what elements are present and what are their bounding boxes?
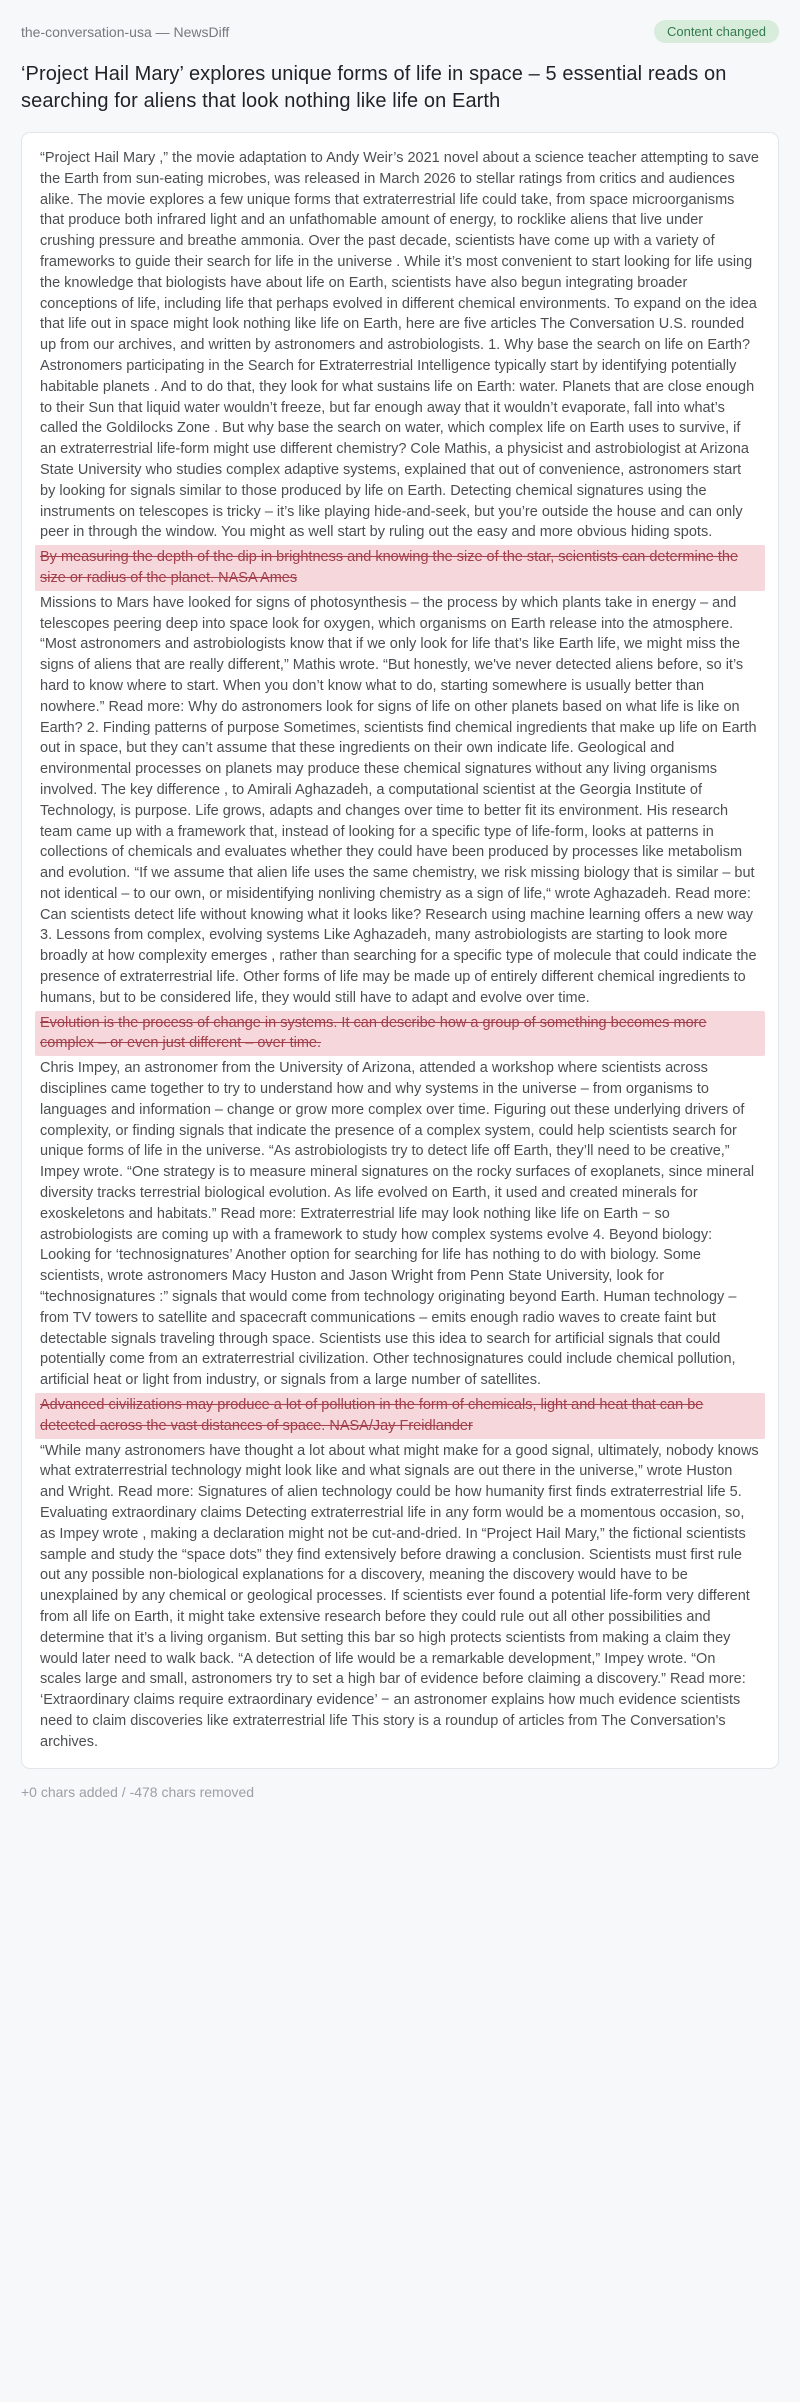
deleted-text-block: Evolution is the process of change in systems. It can describe how a group of something becomes more complex – or even just different – over time. bbox=[35, 1011, 765, 1057]
article-text-block: “Project Hail Mary ,” the movie adaptation to Andy Weir’s 2021 novel about a science teacher attempting to save the Earth from sun-eating microbes, was released in March 2026 to stellar ratings from critics and audiences alike. The movie explores a few unique forms that extraterrestrial life could take, from space microorganisms that produce both infrared light and an unfathomable amount of energy, to rocklike aliens that live under crushing pressure and breathe ammonia. Over the past decade, scientists have come up with a variety of frameworks to guide their search for life in the universe . While it’s most convenient to start looking for life using the knowledge that biologists have about life on Earth, scientists have also begun integrating broader conceptions of life, including life that perhaps evolved in different chemical environments. To expand on the idea that life out in space might look nothing like life on Earth, here are five articles The Conversation U.S. rounded up from our archives, and written by astronomers and astrobiologists. 1. Why base the search on life on Earth? Astronomers participating in the Search for Extraterrestrial Intelligence typically start by identifying potentially habitable planets . And to do that, they look for what sustains life on Earth: water. Planets that are close enough to their Sun that liquid water wouldn’t freeze, but far enough away that it wouldn’t evaporate, fall into what’s called the Goldilocks Zone . But why base the search on water, which complex life on Earth uses to survive, if an extraterrestrial life-form might use different chemistry? Cole Mathis, a physicist and astrobiologist at Arizona State University who studies complex adaptive systems, explained that out of convenience, astronomers start by looking for signals similar to those produced by life on Earth. Detecting chemical signatures using the instruments on telescopes is tricky – it’s like playing hide-and-seek, but you’re outside the house and can only peer in through the window. You might as well start by ruling out the easy and more obvious hiding spots. bbox=[40, 150, 759, 541]
article-content bbox=[40, 148, 760, 1753]
change-stats: +0 chars added / -478 chars removed bbox=[21, 1783, 255, 1800]
deleted-text-block: Advanced civilizations may produce a lot of pollution in the form of chemicals, light and heat that can be detected across the vast distances of space. NASA/Jay Freidlander bbox=[35, 1393, 765, 1439]
page-title: ‘Project Hail Mary’ explores unique forms of life in space – 5 essential reads on searching for aliens that look nothing like life on Earth bbox=[21, 63, 727, 112]
deleted-text-block: By measuring the depth of the dip in brightness and knowing the size of the star, scientists can determine the size or radius of the planet. NASA Ames bbox=[35, 545, 765, 591]
source-label: the-conversation-usa — NewsDiff bbox=[21, 23, 230, 40]
content-changed-badge: Content changed bbox=[654, 20, 779, 43]
article-text-block: Missions to Mars have looked for signs of photosynthesis – the process by which plants take in energy – and telescopes peering deep into space look for oxygen, which organisms on Earth release into the atmosphere. “Most astronomers and astrobiologists know that if we only look for life that’s like Earth life, we might miss the signs of aliens that are really different,” Mathis wrote. “But honestly, we've never detected aliens before, so it’s hard to know where to start. When you don’t know what to do, starting somewhere is usually better than nowhere.” Read more: Why do astronomers look for signs of life on other planets based on what life is like on Earth? 2. Finding patterns of purpose Sometimes, scientists find chemical ingredients that make up life on Earth out in space, but they can’t assume that these ingredients on their own indicate life. Geological and environmental processes on planets may produce these chemical signatures without any living organisms involved. The key difference , to Amirali Aghazadeh, a computational scientist at the Georgia Institute of Technology, is purpose. Life grows, adapts and changes over time to better fit its environment. His research team came up with a framework that, instead of looking for a specific type of life-form, looks at patterns in collections of chemicals and evaluates whether they could have been produced by processes like metabolism and evolution. “If we assume that alien life uses the same chemistry, we risk missing biology that is similar – but not identical – to our own, or misidentifying nonliving chemistry as a sign of life,“ wrote Aghazadeh. Read more: Can scientists detect life without knowing what it looks like? Research using machine learning offers a new way 3. Lessons from complex, evolving systems Like Aghazadeh, many astrobiologists are starting to look more broadly at how complexity emerges , rather than searching for a specific type of molecule that could indicate the presence of extraterrestrial life. Other forms of life may be made up of entirely different chemical ingredients to humans, but to be considered life, they would still have to adapt and evolve over time. bbox=[40, 594, 757, 1006]
article-text-block: Chris Impey, an astronomer from the University of Arizona, attended a workshop where scientists across disciplines came together to try to understand how and why systems in the universe – from organisms to languages and information – change or grow more complex over time. Figuring out these underlying drivers of complexity, or finding signals that indicate the presence of a complex system, could help scientists search for unique forms of life in the universe. “As astrobiologists try to detect life off Earth, they’ll need to be creative,” Impey wrote. “One strategy is to measure mineral signatures on the rocky surfaces of exoplanets, since mineral diversity tracks terrestrial biological evolution. As life evolved on Earth, it used and created minerals for exoskeletons and habitats.” Read more: Extraterrestrial life may look nothing like life on Earth − so astrobiologists are coming up with a framework to study how complex systems evolve 4. Beyond biology: Looking for ‘technosignatures’ Another option for searching for life has nothing to do with biology. Some scientists, wrote astronomers Macy Huston and Jason Wright from Penn State University, look for “technosignatures :” signals that would come from technology originating beyond Earth. Human technology – from TV towers to satellite and spacecraft communications – emits enough radio waves to create faint but detectable signals traveling through space. Scientists use this idea to search for artificial signals that could potentially come from an extraterrestrial civilization. Other technosignatures could include chemical pollution, artificial heat or light from industry, or signals from a large number of satellites. bbox=[40, 1060, 755, 1389]
article-card bbox=[21, 132, 779, 1769]
article-text-block: “While many astronomers have thought a lot about what might make for a good signal, ultimately, nobody knows what extraterrestrial technology might look like and what signals are out there in the universe,” wrote Huston and Wright. Read more: Signatures of alien technology could be how humanity first finds extraterrestrial life 5. Evaluating extraordinary claims Detecting extraterrestrial life in any form would be a momentous occasion, so, as Impey wrote , making a declaration might not be cut-and-dried. In “Project Hail Mary,” the fictional scientists sample and study the “space dots” they find extensively before drawing a conclusion. Scientists must first rule out any possible non-biological explanations for a discovery, meaning the discovery would have to be unexplained by any chemical or geological processes. If scientists ever found a potential life-form very different from all life on Earth, it might take extensive research before they could rule out all other possibilities and determine that it’s a living organism. But setting this bar so high protects scientists from making a claim they would later need to walk back. “A detection of life would be a remarkable development,” Impey wrote. “On scales large and small, astronomers try to set a high bar of evidence before claiming a discovery.” Read more: ‘Extraordinary claims require extraordinary evidence’ − an astronomer explains how much evidence scientists need to claim discoveries like extraterrestrial life This story is a roundup of articles from The Conversation's archives. bbox=[40, 1442, 759, 1750]
header-bar bbox=[21, 20, 779, 43]
